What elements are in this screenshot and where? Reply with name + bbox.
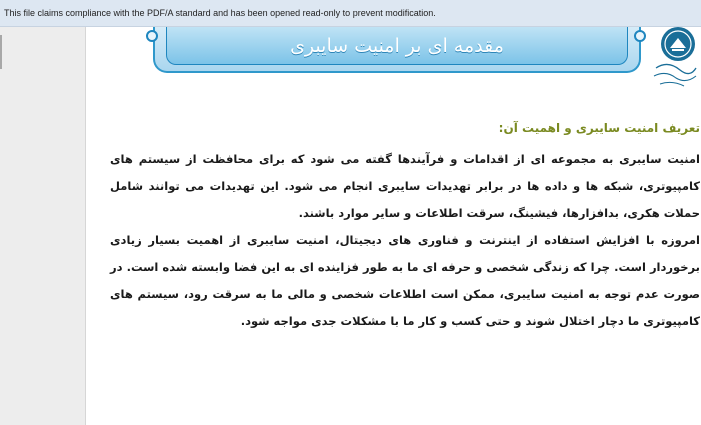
university-logo [650, 24, 698, 90]
sidebar-toggle-handle[interactable] [0, 35, 2, 69]
notification-text: This file claims compliance with the PDF/A standard and has been opened read-only to prevent modification. [4, 8, 436, 18]
banner-corner-ornament-left [146, 30, 158, 42]
banner-corner-ornament-right [634, 30, 646, 42]
viewer-left-gutter [0, 27, 85, 425]
pdfa-notification-bar [0, 0, 701, 27]
paragraph-definition: امنیت سایبری به مجموعه ای از اقدامات و فرآیندها گفته می شود که برای محافظت از سیستم های کامپیوتری، شبکه ها و داده ها در برابر تهدیدات سایبری انجام می شود. این تهدیدات می توانند شامل حملات هکری، بدافزارها، فیشینگ، سرقت اطلاعات و سایر موارد باشند. [110, 152, 700, 220]
banner-title: مقدمه ای بر امنیت سایبری [290, 35, 504, 57]
paragraph-importance: امروزه با افزایش استفاده از اینترنت و فناوری های دیجیتال، امنیت سایبری از اهمیت بسیار زیادی برخوردار است. چرا که زندگی شخصی و حرفه ای ما به طور فزاینده ای به این فضا وابسته شده است. در صورت عدم توجه به امنیت سایبری، ممکن است اطلاعات شخصی و مالی ما به سرقت رود، سیستم های کامپیوتری ما دچار اختلال شوند و حتی کسب و کار ما با مشکلات جدی مواجه شود. [110, 233, 700, 328]
section-heading: تعریف امنیت سایبری و اهمیت آن: [498, 121, 700, 135]
logo-caption-script [656, 64, 696, 73]
